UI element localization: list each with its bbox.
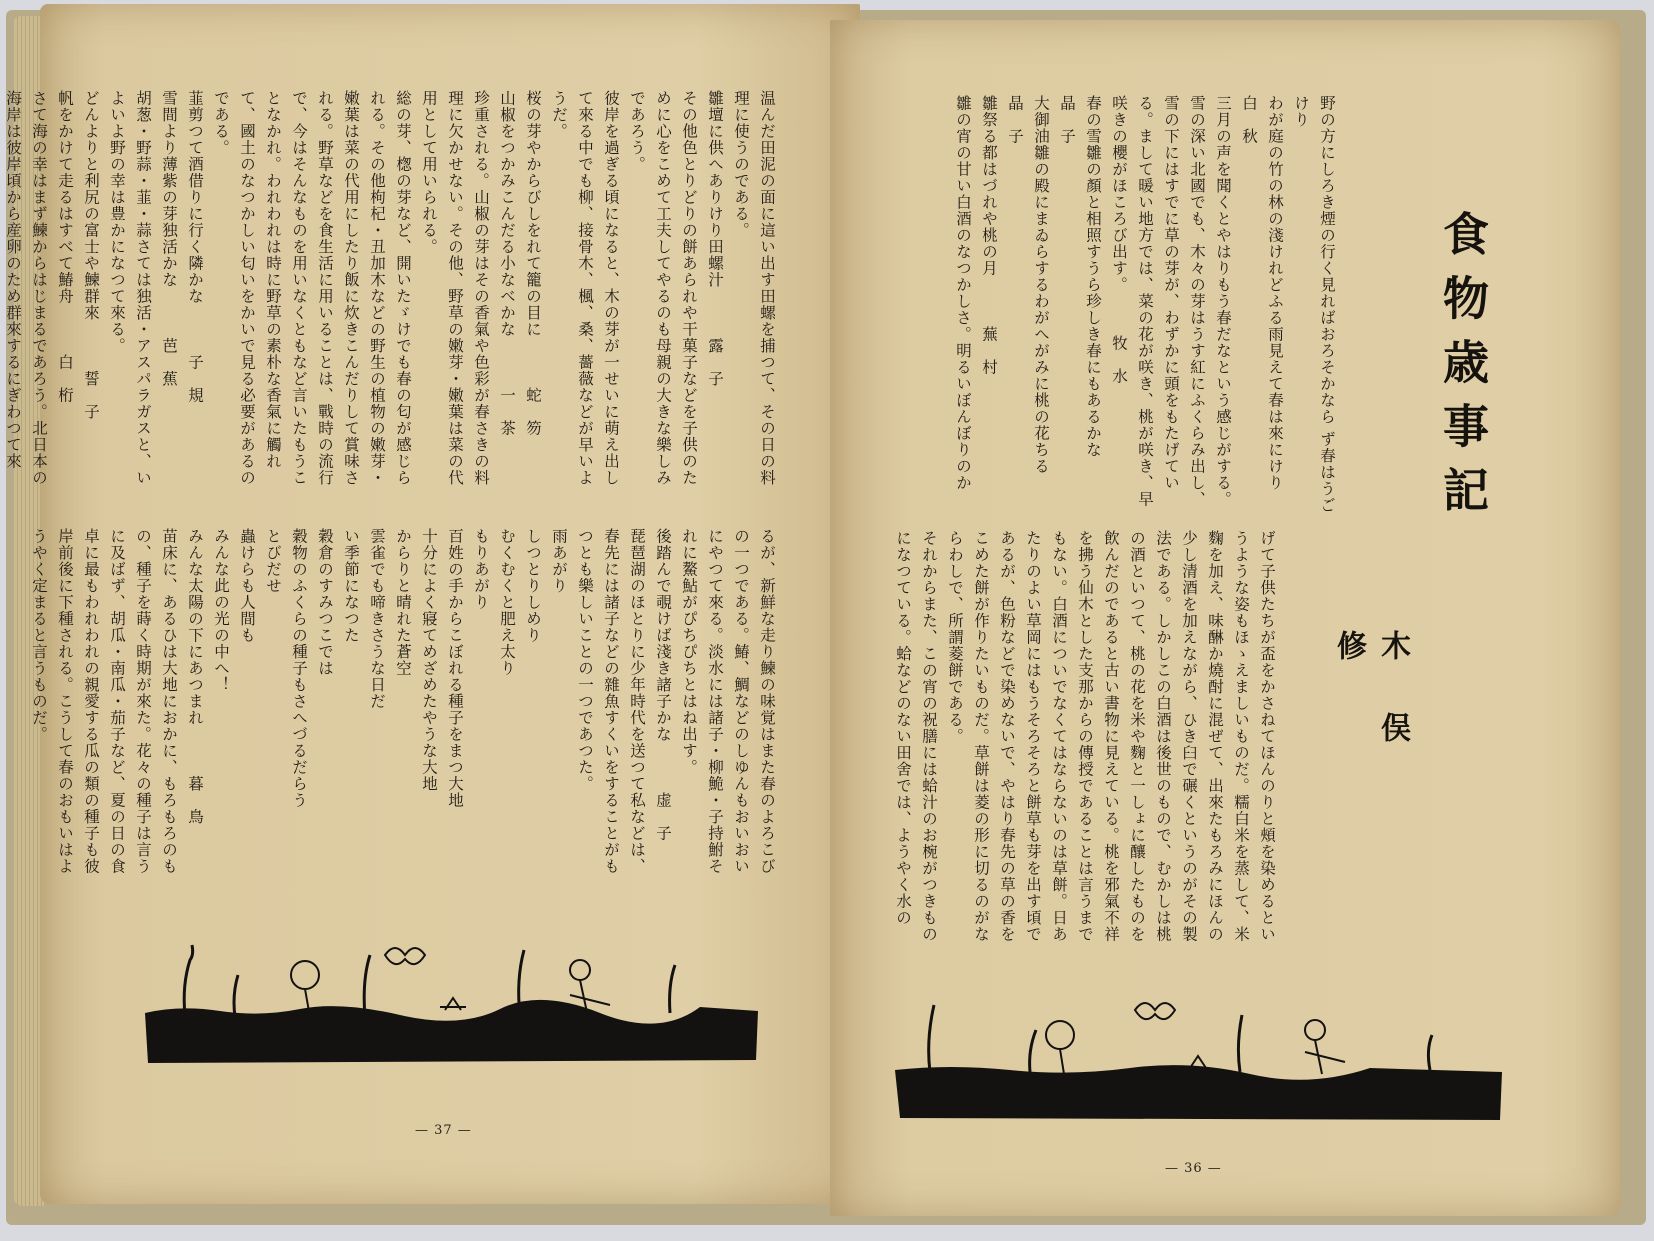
article-author: 木俣 修	[1331, 630, 1410, 794]
page-number-right: — 36 —	[1165, 1161, 1222, 1176]
spring-plants-illustration-right	[890, 990, 1510, 1130]
left-page-lower-text: るが、新鮮な走り鰊の味覚はまた春のよろこびの一つである。鰆、鯛などのしゆんもおいおいにやつて來る。淡水には諸子・柳鮠・子持鮒それに鰲鮎がぴちぴちとはね出す。 後踏んで覗けば淺き諸子かな 虚 子 琵琶湖のほとりに少年時代を送つて私などは、春先には諸子などの雜魚すくいをすることがもつとも樂しいことの一つであつた。 雨あがり しつとりしめり むくむくと肥え太り もりあがり 百姓の手からこぼれる種子をまつ大地 十分によく寢てめざめたやうな大地 からりと晴れた蒼空 雲雀でも啼きさうな日だ い季節になつた 穀倉のすみつこでは 穀物のふくらの種子もさへづるだらう とびだせ 蟲けらも人間も みんな此の光の中へ！ みんな太陽の下にあつまれ 暮 鳥 苗床に、あるひは大地におかに、もろもろのもの、種子を蒔く時期が來た。花々の種子は言うに及ばず、胡瓜・南瓜・茄子など、夏の日の食卓に最もわれわれの親愛する瓜の類の種子も彼岸前後に下種される。こうして春のおもいはようやく定まると言うものだ。	[30, 528, 776, 875]
page-number-left: — 37 —	[415, 1123, 472, 1138]
left-page-upper-text: 温んだ田泥の面に這い出す田螺を捕つて、その日の料理に使うのである。 雛壇に供へありけり田螺汁 露 子 その他色とりどりの餅あられや干菓子などを子供のために心をこめて工夫してやるのも母親の大きな樂しみであろう。 彼岸を過ぎる頃になると、木の芽が一せいに萌え出して來る中でも柳、接骨木、楓、桑、薔薇などが早いようだ。 桜の芽やからびしをれて籠の目に 蛇 笏 山椒をつかみこんだる小なべかな 一 茶 珍重される。山椒の芽はその香氣や色彩が春さきの料理に欠かせない。その他、野草の嫩芽・嫩葉は菜の代用として用いられる。 総の芽、楤の芽など、開いたゞけでも春の匂が感じられる。その他枸杞・丑加木などの野生の植物の嫩芽・嫩葉は菜の代用にしたり飯に炊きこんだりして賞味される。野草などを食生活に用いることは、戰時の流行で、今はそんなものを用いなくともなど言いたもうことなかれ。われわれは時に野草の素朴な香氣に觸れて、國土のなつかしい匂いをかいで見る必要があるのである。 韮剪つて酒借りに行く隣かな 子 規 雪間より薄紫の芽独活かな 芭 蕉 胡葱・野蒜・韮・蒜さては独活・アスパラガスと、いよいよ野の幸は豊かになつて來る。 どんよりと利尻の富士や鰊群來 誓 子 帆をかけて走るはすべて鰆舟 白 桁 さて海の幸はまず鰊からはじまるであろう。北日本の海岸は彼岸頃から産卵のため群來するにぎわつて來	[4, 90, 776, 486]
article-title: 食物歳事記	[1436, 210, 1490, 530]
right-page-lower-text: げて子供たちが盃をかさねてほんのりと頰を染めるというような姿もほゝえましいものだ。糯白米を蒸して、米麴を加え、味醂か燒酎に混ぜて、出來たもろみにほんの少し清酒を加えながら、ひき臼で碾くというのがその製法である。しかしこの白酒は後世のもので、むかしは桃の酒といつて、桃の花を米や麴と一しょに釀したものを飲んだのであると古い書物に見えている。桃を邪氣不祥を拂う仙木とした支那からの傳授であることは言うまでもない。白酒についでなくてはならないのは草餅。日あたりのよい草岡にはもうそろそろと餅草も芽を出す頃であるが、色粉などで染めないで、やはり春先の草の香をこめた餅が作りたいものだ。草餅は菱の形に切るのがならわしで、所謂菱餅である。 それからまた、この宵の祝膳には蛤汁のお椀がつきものになつている。蛤などのない田舍では、ようやく水の	[894, 530, 1276, 943]
right-page-upper-text: 野の方にしろき煙の行く見ればおろそかなら ず春はうごけり わが庭の竹の林の淺けれどふる雨見えて春は來にけり 白 秋 三月の声を聞くとやはりもう春だなという感じがする。雪の深い北國でも、木々の芽はうす紅にふくらみ出し、雪の下にはすでに草の芽が、わずかに頭をもたげている。まして暖い地方では、菜の花が咲き、桃が咲き、早咲きの櫻がほころび出す。 牧 水 春の雪雛の顏と相照すうら珍しき春にもあるかな 晶 子 大御油雛の殿にまゐらするわがへがみに桃の花ちる 晶 子 雛祭る都はづれや桃の月 蕪 村 雛の宵の甘い白酒のなつかしさ。明るいぼんぼりのか	[954, 95, 1336, 514]
spring-plants-illustration-left	[140, 925, 760, 1070]
